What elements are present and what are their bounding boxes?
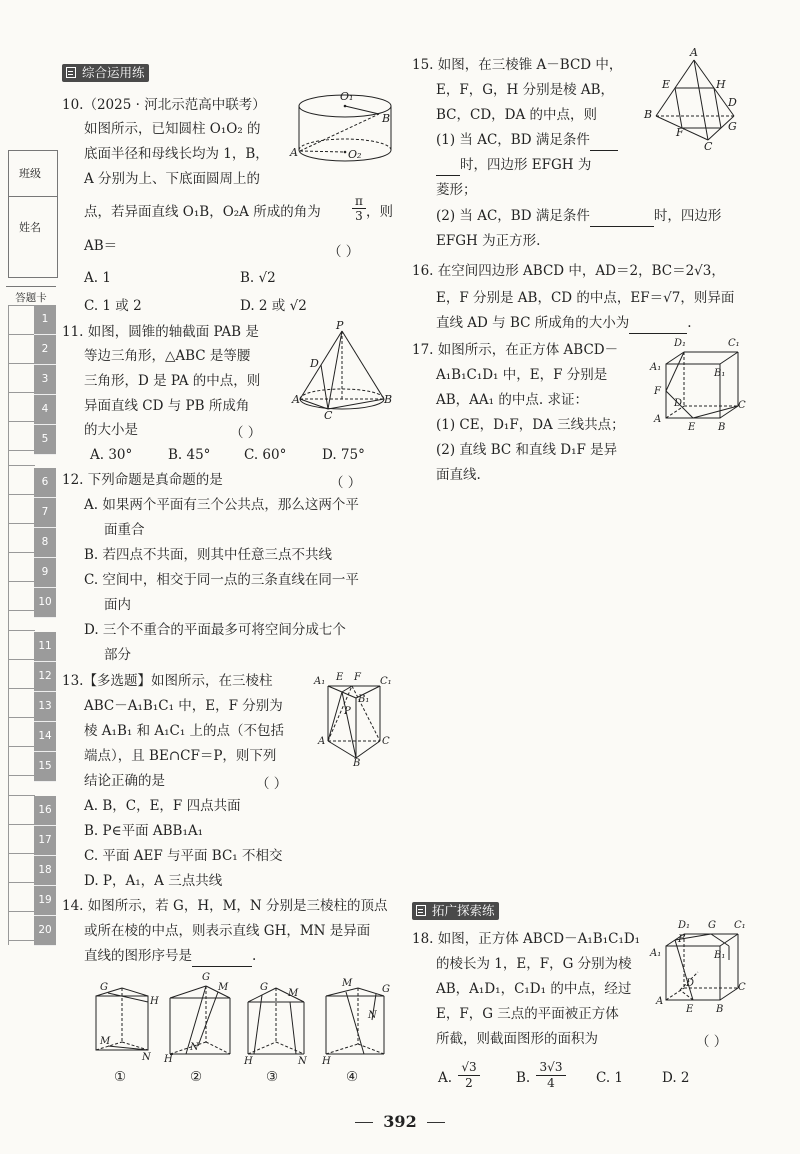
option-a[interactable]: A. B，C，E，F 四点共面 — [84, 798, 241, 814]
answer-number-7[interactable]: 7 — [34, 498, 56, 528]
cube-figure-18 — [650, 920, 748, 1020]
class-label: 班级 — [19, 167, 41, 180]
label-f: F — [654, 386, 661, 397]
option-b-fraction — [536, 1060, 566, 1091]
label-f: F — [354, 672, 361, 683]
answer-number-9[interactable]: 9 — [34, 558, 56, 588]
label-g: G — [202, 972, 210, 983]
book-icon — [66, 67, 76, 78]
answer-number-1[interactable]: 1 — [34, 305, 56, 335]
q18-line: E，F，G 三点的平面被正方体 — [436, 1006, 619, 1022]
q17-line: (2) 直线 BC 和直线 D₁F 是异 — [436, 442, 618, 458]
label-c1: C₁ — [734, 920, 746, 931]
answer-blank-1-cont[interactable] — [436, 156, 460, 176]
answer-paren[interactable]: （ ） — [230, 425, 262, 441]
label-o2: O₂ — [348, 148, 362, 161]
label-b: B — [644, 108, 653, 121]
label-n: N — [298, 1056, 307, 1067]
q17-line: 17. 如图所示，在正方体 ABCD－ — [412, 342, 619, 358]
answer-number-19[interactable]: 19 — [34, 886, 56, 916]
q10-line: 10.（2025 · 河北示范高中联考） — [62, 97, 266, 113]
cube-figure-17 — [650, 338, 748, 438]
fraction-denominator: 2 — [465, 1076, 473, 1090]
q13-line: 13.【多选题】如图所示，在三棱柱 — [62, 673, 273, 689]
fraction-denominator: 4 — [547, 1076, 555, 1090]
label-e: E — [688, 422, 696, 433]
q16-period: . — [687, 315, 692, 331]
q18-line: 18. 如图，正方体 ABCD－A₁B₁C₁D₁ — [412, 931, 641, 947]
name-field[interactable] — [8, 196, 58, 278]
option-a[interactable]: A. 30° — [90, 447, 133, 463]
label-m: M — [100, 1036, 111, 1047]
label-a: A — [292, 393, 300, 406]
label-c1: C₁ — [728, 338, 740, 349]
answer-number-8[interactable]: 8 — [34, 528, 56, 558]
answer-number-18[interactable]: 18 — [34, 856, 56, 886]
label-n: N — [190, 1042, 199, 1053]
answer-paren[interactable]: （ ） — [328, 244, 360, 260]
label-d: D — [728, 96, 737, 109]
answer-card-label: 答题卡 — [6, 286, 56, 305]
label-d: D — [310, 357, 319, 370]
label-b: B — [718, 422, 726, 433]
label-h: H — [322, 1056, 331, 1067]
label-b: B — [382, 112, 391, 125]
option-b[interactable]: B. √2 — [240, 270, 276, 286]
option-c[interactable]: C. 1 — [596, 1070, 624, 1086]
label-g: G — [260, 982, 268, 993]
figure-1 — [86, 980, 162, 1066]
answer-number-4[interactable]: 4 — [34, 395, 56, 425]
label-c: C — [382, 736, 390, 747]
q11-line: 异面直线 CD 与 PB 所成角 — [84, 398, 250, 414]
q18-line: AB，A₁D₁，C₁D₁ 的中点，经过 — [436, 981, 632, 997]
label-n: N — [368, 1010, 377, 1021]
answer-number-12[interactable]: 12 — [34, 662, 56, 692]
fraction-denominator: 3 — [355, 209, 363, 223]
answer-number-10[interactable]: 10 — [34, 588, 56, 618]
label-h: H — [244, 1056, 253, 1067]
option-b-label: B. — [516, 1070, 531, 1086]
label-g: G — [728, 120, 737, 133]
option-b[interactable]: B. 若四点不共面，则其中任意三点不共线 — [84, 547, 333, 563]
answer-paren[interactable]: （ ） — [256, 776, 288, 792]
answer-number-13[interactable]: 13 — [34, 692, 56, 722]
section-header-comprehensive — [62, 64, 149, 82]
label-a: A — [656, 996, 664, 1007]
label-a: A — [318, 736, 326, 747]
answer-blank[interactable] — [629, 314, 687, 334]
option-d[interactable]: D. 2 — [662, 1070, 690, 1086]
q10-line: AB＝ — [84, 238, 118, 254]
class-field[interactable] — [8, 150, 58, 197]
q15-text: (2) 当 AC，BD 满足条件 — [436, 208, 590, 224]
q10-line: ，则 — [366, 204, 393, 220]
q11-line: 的大小是 — [84, 422, 138, 438]
section-header-explore — [412, 902, 499, 920]
q15-text: (1) 当 AC，BD 满足条件 — [436, 132, 590, 148]
label-b1: B₁ — [358, 694, 370, 705]
q15-line: BC，CD，DA 的中点，则 — [436, 107, 598, 123]
option-b[interactable]: B. 45° — [168, 447, 211, 463]
book-icon — [416, 905, 426, 916]
answer-number-15[interactable]: 15 — [34, 752, 56, 782]
option-d-cont: 部分 — [104, 647, 131, 663]
label-d1: D₁ — [674, 338, 687, 349]
figure-3-caption: ③ — [266, 1069, 279, 1085]
label-c: C — [324, 409, 333, 422]
option-d[interactable]: D. 2 或 √2 — [240, 298, 307, 314]
option-b[interactable]: B. P∈平面 ABB₁A₁ — [84, 823, 204, 839]
q13-line: 端点），且 BE∩CF＝P，则下列 — [84, 748, 277, 764]
page-footer — [340, 1112, 460, 1136]
q15-line — [436, 131, 618, 151]
label-o1: O₁ — [340, 90, 354, 103]
sidebar — [0, 150, 60, 950]
option-a[interactable] — [438, 1060, 498, 1096]
q14-line: 或所在棱的中点，则表示直线 GH，MN 是异面 — [84, 923, 371, 939]
q18-line: 所截，则截面图形的面积为 — [436, 1031, 598, 1047]
q11-line: 11. 如图，圆锥的轴截面 PAB 是 — [62, 324, 259, 340]
answer-blank[interactable] — [192, 947, 252, 967]
q10-line: A 分别为上、下底面圆周上的 — [84, 171, 261, 187]
q10-fraction — [352, 194, 366, 223]
label-a: A — [654, 414, 662, 425]
q16-line — [436, 314, 692, 334]
q14-line: 14. 如图所示，若 G，H，M，N 分别是三棱柱的顶点 — [62, 898, 388, 914]
label-c: C — [704, 140, 713, 153]
answer-number-6[interactable]: 6 — [34, 468, 56, 498]
label-e: E — [686, 1004, 694, 1015]
q16-text: 直线 AD 与 BC 所成角的大小为 — [436, 315, 630, 331]
label-a1: A₁ — [314, 676, 326, 687]
section-title: 综合运用练 — [82, 65, 145, 80]
q16-line: E，F 分别是 AB，CD 的中点，EF＝√7，则异面 — [436, 290, 735, 306]
label-b: B — [353, 758, 361, 769]
label-d1: D₁ — [678, 920, 691, 931]
option-c[interactable]: C. 空间中，相交于同一点的三条直线在同一平 — [84, 572, 359, 588]
label-p: P — [336, 319, 344, 332]
prism-figure — [314, 672, 396, 771]
label-f: F — [678, 934, 685, 945]
label-h: H — [716, 78, 726, 91]
figure-4-caption: ④ — [346, 1069, 359, 1085]
q11-line: 等边三角形，△ABC 是等腰 — [84, 348, 251, 364]
pyramid-figure — [644, 46, 748, 154]
fraction-numerator: 3√3 — [536, 1060, 566, 1076]
fraction-numerator: √3 — [458, 1060, 480, 1076]
figure-4 — [318, 980, 394, 1066]
q10-line: 底面半径和母线长均为 1，B， — [84, 146, 269, 162]
label-c1: C₁ — [380, 676, 392, 687]
q13-line: 棱 A₁B₁ 和 A₁C₁ 上的点（不包括 — [84, 723, 285, 739]
figure-2 — [162, 972, 238, 1066]
option-b[interactable] — [516, 1060, 586, 1096]
label-h: H — [150, 996, 159, 1007]
option-a-cont: 面重合 — [104, 522, 145, 538]
label-e: E — [662, 78, 671, 91]
option-c[interactable]: C. 1 或 2 — [84, 298, 142, 314]
q11-line: 三角形，D 是 PA 的中点，则 — [84, 373, 261, 389]
answer-blank-1[interactable] — [590, 131, 618, 151]
label-e: E — [336, 672, 344, 683]
label-m: M — [288, 988, 299, 999]
label-p: P — [344, 706, 351, 717]
answer-number-5[interactable]: 5 — [34, 425, 56, 455]
q18-line: 的棱长为 1，E，F，G 分别为棱 — [436, 956, 632, 972]
q12-stem: 12. 下列命题是真命题的是 — [62, 472, 223, 488]
option-a-label: A. — [438, 1070, 453, 1086]
q15-line — [436, 156, 591, 176]
option-a[interactable]: A. 如果两个平面有三个公共点，那么这两个平 — [84, 497, 359, 513]
option-d[interactable]: D. P，A₁，A 三点共线 — [84, 873, 223, 889]
q17-line: AB，AA₁ 的中点. 求证： — [436, 392, 588, 408]
answer-number-3[interactable]: 3 — [34, 365, 56, 395]
label-g: G — [708, 920, 716, 931]
option-d[interactable]: D. 三个不重合的平面最多可将空间分成七个 — [84, 622, 346, 638]
q15-text: 时，四边形 — [653, 208, 722, 224]
option-a-fraction — [458, 1060, 480, 1091]
answer-number-14[interactable]: 14 — [34, 722, 56, 752]
label-g: G — [100, 982, 108, 993]
answer-number-20[interactable]: 20 — [34, 916, 56, 946]
q17-line: 面直线. — [436, 467, 481, 483]
q15-text: 时，四边形 EFGH 为 — [460, 157, 592, 173]
option-d[interactable]: D. 75° — [322, 447, 365, 463]
cone-figure — [292, 319, 393, 425]
label-d: D — [686, 978, 695, 989]
label-a: A — [290, 146, 298, 159]
q13-line: 结论正确的是 — [84, 773, 165, 789]
figure-2-caption: ② — [190, 1069, 203, 1085]
option-a[interactable]: A. 1 — [84, 270, 111, 286]
answer-number-11[interactable]: 11 — [34, 632, 56, 662]
section-title: 拓广探索练 — [432, 903, 495, 918]
q15-line: 15. 如图，在三棱锥 A－BCD 中， — [412, 57, 623, 73]
name-label: 姓名 — [19, 221, 41, 234]
page-number: 392 — [383, 1112, 417, 1131]
q15-line: E，F，G，H 分别是棱 AB， — [436, 82, 615, 98]
q14-text: 直线的图形序号是 — [84, 948, 192, 964]
label-c: C — [738, 400, 746, 411]
label-a: A — [690, 46, 698, 59]
label-b1: B₁ — [714, 368, 726, 379]
option-c[interactable]: C. 60° — [244, 447, 287, 463]
q10-line: 点，若异面直线 O₁B，O₂A 所成的角为 — [84, 204, 321, 220]
q10-line: 如图所示，已知圆柱 O₁O₂ 的 — [84, 121, 261, 137]
q15-line — [436, 207, 721, 227]
q13-line: ABC－A₁B₁C₁ 中，E，F 分别为 — [84, 698, 283, 714]
label-h: H — [164, 1054, 173, 1065]
label-c: C — [738, 982, 746, 993]
label-a1: A₁ — [650, 362, 662, 373]
answer-blank-2[interactable] — [590, 207, 654, 227]
label-m: M — [342, 978, 353, 989]
q14-period: . — [252, 948, 257, 964]
label-a1: A₁ — [650, 948, 662, 959]
option-c[interactable]: C. 平面 AEF 与平面 BC₁ 不相交 — [84, 848, 283, 864]
figure-1-caption: ① — [114, 1069, 127, 1085]
figure-3 — [240, 980, 316, 1066]
q15-line: 菱形； — [436, 182, 477, 198]
label-b: B — [384, 393, 393, 406]
cylinder-figure — [290, 92, 400, 172]
answer-paren[interactable]: （ ） — [696, 1034, 728, 1050]
answer-number-17[interactable]: 17 — [34, 826, 56, 856]
label-m: M — [218, 982, 229, 993]
q15-line: EFGH 为正方形. — [436, 233, 541, 249]
label-g: G — [382, 984, 390, 995]
q17-line: A₁B₁C₁D₁ 中，E，F 分别是 — [436, 367, 608, 383]
fraction-numerator: π — [352, 194, 366, 209]
q17-line: (1) CE，D₁F，DA 三线共点； — [436, 417, 625, 433]
label-f: F — [676, 126, 684, 139]
label-d: D — [674, 398, 683, 409]
answer-number-16[interactable]: 16 — [34, 796, 56, 826]
label-b1: B₁ — [714, 950, 726, 961]
q14-line — [84, 947, 256, 967]
label-b: B — [716, 1004, 724, 1015]
option-c-cont: 面内 — [104, 597, 131, 613]
label-n: N — [142, 1052, 151, 1063]
answer-paren[interactable]: （ ） — [330, 475, 362, 491]
q16-line: 16. 在空间四边形 ABCD 中，AD＝2，BC＝2√3， — [412, 263, 725, 279]
answer-number-2[interactable]: 2 — [34, 335, 56, 365]
